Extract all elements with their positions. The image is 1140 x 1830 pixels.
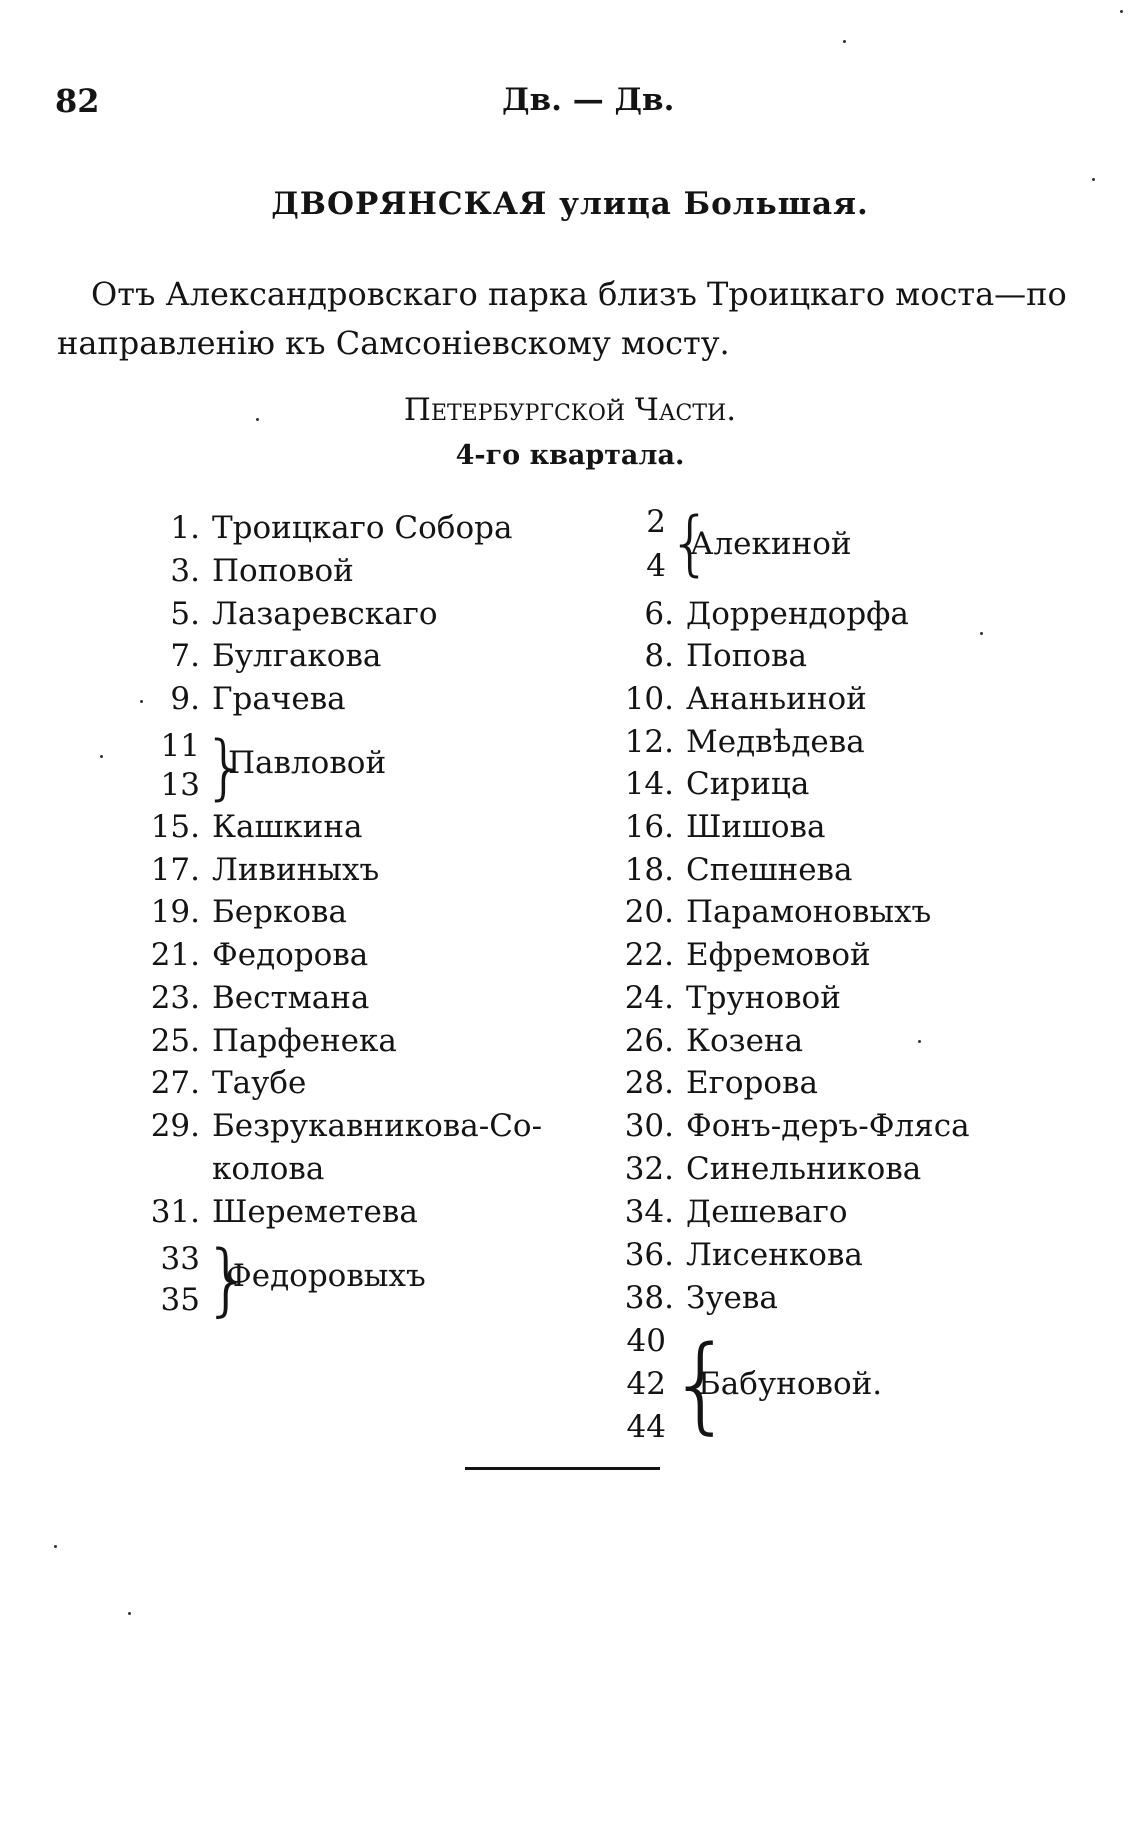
owner-name: Бабуновой.: [698, 1366, 883, 1402]
list-item: [612, 937, 871, 973]
list-item: [148, 937, 368, 973]
list-item: [612, 596, 909, 632]
owner-name: Федоровыхъ: [226, 1258, 426, 1294]
house-number: 34.: [624, 1194, 674, 1230]
list-item: [612, 1280, 778, 1316]
list-item: [148, 1023, 397, 1059]
list-item: [148, 638, 381, 674]
house-number: 23.: [150, 980, 200, 1016]
owner-name: Спешнева: [686, 852, 853, 888]
list-item: [612, 809, 825, 845]
owner-name: Дешеваго: [686, 1194, 848, 1230]
list-item: [148, 553, 354, 589]
house-number: 2: [646, 504, 666, 540]
house-number: 17.: [150, 852, 200, 888]
owner-name: Синельникова: [686, 1151, 922, 1187]
list-item: [148, 980, 369, 1016]
owner-name: Ефремовой: [686, 937, 871, 973]
house-number: 14.: [624, 766, 674, 802]
owner-name: Шишова: [686, 809, 826, 845]
house-number: 40: [626, 1323, 666, 1359]
list-item: [612, 1065, 818, 1101]
house-number: 1.: [170, 510, 200, 546]
house-number: 36.: [624, 1237, 674, 1273]
house-number: 33: [160, 1241, 200, 1277]
running-head: Дв. — Дв.: [502, 82, 675, 118]
list-item: [148, 1065, 306, 1101]
owner-name: Парфенека: [212, 1023, 397, 1059]
owner-name: Таубе: [212, 1065, 307, 1101]
street-title: ДВОРЯНСКАЯ улица Большая.: [271, 186, 869, 222]
owner-name: Попова: [686, 638, 807, 674]
owner-name: Павловой: [228, 745, 387, 781]
house-number: 7.: [170, 638, 200, 674]
owner-name: Доррендорфа: [686, 596, 909, 632]
house-number: 22.: [624, 937, 674, 973]
section-divider: [465, 1467, 660, 1470]
owner-name: Парамоновыхъ: [686, 894, 932, 930]
list-item: [612, 638, 807, 674]
owner-name: Медвѣдева: [686, 724, 865, 760]
brace-icon: }: [203, 1235, 253, 1325]
house-number: 6.: [644, 596, 674, 632]
owner-name: Ананьиной: [686, 681, 867, 717]
owner-name-continuation: колова: [212, 1151, 325, 1187]
list-item: [612, 1194, 848, 1230]
scan-speck: [1092, 178, 1095, 181]
house-number: 10.: [624, 681, 674, 717]
list-item: [148, 809, 362, 845]
house-number: 29.: [150, 1108, 200, 1144]
owner-name: Троицкаго Собора: [212, 510, 513, 546]
house-number: 44: [626, 1409, 666, 1445]
list-item: [612, 766, 809, 802]
district-heading: Петербургской Части.: [403, 392, 737, 428]
owner-name: Зуева: [686, 1280, 778, 1316]
list-item: [148, 852, 379, 888]
list-item: [612, 724, 865, 760]
list-item: [612, 980, 841, 1016]
owner-name: Шереметева: [212, 1194, 418, 1230]
owner-name: Федорова: [212, 937, 369, 973]
house-number: 15.: [150, 809, 200, 845]
list-item: [612, 852, 853, 888]
street-description: [57, 270, 1097, 368]
brace-icon: }: [203, 726, 248, 808]
owner-name: Труновой: [686, 980, 841, 1016]
house-number: 28.: [624, 1065, 674, 1101]
list-item: [612, 1108, 970, 1144]
scan-speck: [843, 40, 846, 43]
owner-name: Булгакова: [212, 638, 382, 674]
owner-name: Ливиныхъ: [212, 852, 380, 888]
list-item: [148, 1194, 418, 1230]
house-number: 32.: [624, 1151, 674, 1187]
owner-name: Алекиной: [690, 526, 852, 562]
brace-icon: {: [668, 1323, 735, 1445]
list-item: [612, 1237, 863, 1273]
description-line-1: Отъ Александровскаго парка близъ Троицкаго моста—по: [91, 275, 1067, 313]
list-item: [148, 510, 512, 546]
scan-speck: [128, 1612, 131, 1615]
house-number: 18.: [624, 852, 674, 888]
list-item: [148, 596, 438, 632]
list-item: [612, 894, 931, 930]
house-number: 21.: [150, 937, 200, 973]
owner-name: Лисенкова: [686, 1237, 863, 1273]
owner-name: Вестмана: [212, 980, 370, 1016]
house-number: 5.: [170, 596, 200, 632]
scan-speck: [256, 418, 259, 421]
page-number: 82: [55, 82, 100, 120]
list-item: [148, 681, 346, 717]
house-number: 27.: [150, 1065, 200, 1101]
list-item: [148, 1108, 542, 1144]
scan-speck: [140, 700, 143, 703]
brace-icon: {: [668, 502, 713, 584]
scan-speck: [980, 632, 983, 635]
owner-name: Лазаревскаго: [212, 596, 438, 632]
house-number: 11: [160, 728, 200, 764]
house-number: 13: [160, 767, 200, 803]
house-number: 35: [160, 1282, 200, 1318]
house-number: 31.: [150, 1194, 200, 1230]
house-number: 25.: [150, 1023, 200, 1059]
owner-name: Безрукавникова-Со-: [212, 1108, 543, 1144]
owner-name: Беркова: [212, 894, 347, 930]
owner-name: Козена: [686, 1023, 804, 1059]
owner-name: Егорова: [686, 1065, 818, 1101]
scan-speck: [100, 755, 103, 758]
scan-speck: [1120, 10, 1123, 13]
list-item: [148, 894, 347, 930]
owner-name: Поповой: [212, 553, 354, 589]
scan-speck: [54, 1545, 57, 1548]
house-number: 9.: [170, 681, 200, 717]
scan-speck: [918, 1040, 921, 1043]
house-number: 8.: [644, 638, 674, 674]
list-item: [612, 681, 867, 717]
house-number: 20.: [624, 894, 674, 930]
list-item: [612, 1151, 921, 1187]
house-number: 26.: [624, 1023, 674, 1059]
house-number: 3.: [170, 553, 200, 589]
owner-name: Сирица: [686, 766, 810, 802]
house-number: 30.: [624, 1108, 674, 1144]
owner-name: Фонъ-деръ-Фляса: [686, 1108, 970, 1144]
quarter-heading: 4-го квартала.: [455, 440, 685, 471]
house-number: 19.: [150, 894, 200, 930]
description-line-2: направленію къ Самсоніевскому мосту.: [57, 324, 730, 362]
house-number: 24.: [624, 980, 674, 1016]
house-number: 42: [626, 1366, 666, 1402]
list-item: [612, 1023, 803, 1059]
house-number: 12.: [624, 724, 674, 760]
house-number: 4: [646, 548, 666, 584]
house-number: 16.: [624, 809, 674, 845]
house-number: 38.: [624, 1280, 674, 1316]
owner-name: Кашкина: [212, 809, 363, 845]
owner-name: Грачева: [212, 681, 346, 717]
